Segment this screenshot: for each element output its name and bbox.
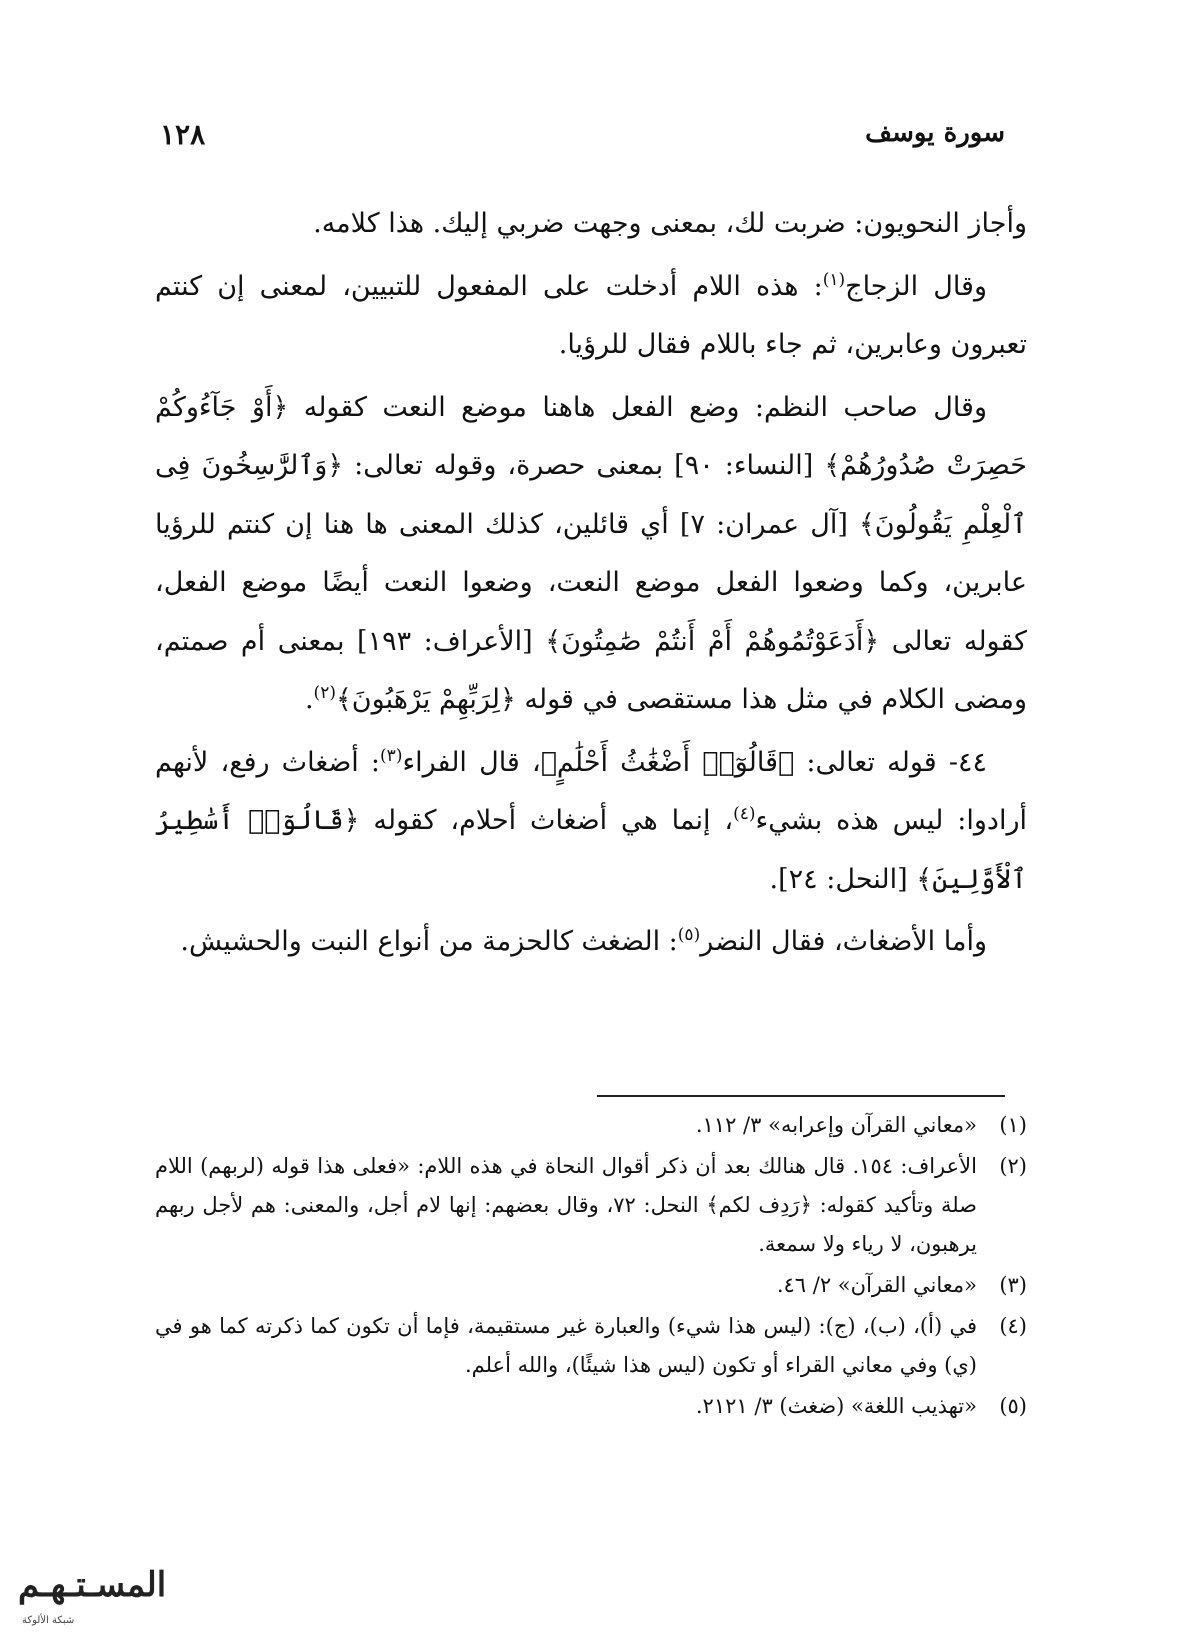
footnote-number: (٤) [999, 1314, 1027, 1338]
surah-title: سورة يوسف [865, 118, 1005, 148]
quran-verse-6: ﴿قَالُوٓا۟ أَسَٰطِيرُ ٱلْأَوَّلِينَ﴾ [155, 805, 1027, 895]
p5-text-b: : الضغث كالحزمة من أنواع النبت والحشيش. [180, 926, 678, 957]
publisher-logo [18, 1565, 167, 1635]
p3-text-d: [الأعراف: ١٩٣] بمعنى أم صمتم، ومضى الكلام في مثل هذا مستقصى في قوله [155, 625, 1027, 715]
footnote-number: (٥) [999, 1394, 1027, 1418]
footnote-number: (١) [999, 1113, 1027, 1137]
logo-subtitle: شبكة الألوكة [22, 1615, 75, 1626]
quran-verse-2: ﴿وَٱلرَّٰسِخُونَ فِى ٱلْعِلْمِ يَقُولُونَ﴾ [155, 450, 1027, 540]
p4-text-d: ، إنما هي أضغاث أحلام، كقوله [359, 805, 734, 836]
footnote-text: «تهذيب اللغة» (ضغث) ٣/ ٢١٢١. [695, 1394, 977, 1418]
paragraph-1 [155, 195, 1027, 254]
paragraph-5 [155, 913, 1027, 972]
footnote-1 [155, 1106, 1027, 1145]
p2-text-a: وقال الزجاج [845, 270, 987, 302]
quran-verse-5: ﴿قَالُوٓا۟ أَضْغَٰثُ أَحْلَٰمٍ﴾ [540, 746, 795, 778]
quran-verse-1: ﴿أَوْ جَآءُوكُمْ حَصِرَتْ صُدُورُهُمْ﴾ [155, 391, 1027, 481]
page-number: ١٢٨ [160, 118, 206, 151]
page-header [0, 118, 1185, 168]
footnote-text: في (أ)، (ب)، (ج): (ليس هذا شيء) والعبارة غير مستقيمة، فإما أن تكون كما ذكرته كما هو في (ي) وفي معاني القراء أو تكون (ليس هذا شيئًا)، والله أعلم. [155, 1314, 977, 1377]
footnote-text: «معاني القرآن وإعرابه» ٣/ ١١٢. [695, 1113, 977, 1137]
footnote-3 [155, 1266, 1027, 1305]
p3-text-c: [آل عمران: ٧] أي قائلين، كذلك المعنى ها هنا إن كنتم للرؤيا عابرين، وكما وضعوا الفعل موضع النعت، وضعوا النعت أيضًا موضع الفعل، كقوله تعالى [155, 508, 1028, 657]
footnote-5 [155, 1387, 1027, 1426]
paragraph-2 [155, 258, 1027, 375]
paragraph-3 [155, 379, 1027, 730]
quran-verse-4: ﴿لِرَبِّهِمْ يَرْهَبُونَ﴾ [335, 684, 516, 715]
p1-text: وأجاز النحويون: ضربت لك، بمعنى وجهت ضربي إليك. هذا كلامه. [313, 208, 1027, 239]
p4-text-c: : أضغاث رفع، لأنهم أرادوا: ليس هذه بشيء [155, 746, 1027, 836]
p5-text-a: وأما الأضغاث، فقال النضر [700, 926, 987, 957]
footnote-4 [155, 1307, 1027, 1385]
p4-text-e: [النحل: ٢٤]. [769, 863, 917, 895]
footnote-ref-2[interactable]: (٢) [313, 683, 336, 703]
footnote-2 [155, 1147, 1027, 1264]
p4-text-b: ، قال الفراء [402, 746, 541, 778]
footnote-divider [597, 1095, 1005, 1097]
footnote-ref-3[interactable]: (٣) [380, 745, 403, 766]
main-text [155, 195, 1027, 972]
p4-text-a: ٤٤- قوله تعالى: [794, 746, 987, 778]
p2-text-b: : هذه اللام أدخلت على المفعول للتبيين، لمعنى إن كنتم تعبرون وعابرين، ثم جاء باللام فقال للرؤيا. [155, 270, 1027, 360]
p3-text-e: . [304, 684, 314, 715]
footnote-number: (٢) [999, 1154, 1027, 1178]
p3-text-a: وقال صاحب النظم: وضع الفعل هاهنا موضع النعت كقوله [288, 391, 988, 423]
p3-text-b: [النساء: ٩٠] بمعنى حصرة، وقوله تعالى: [343, 450, 825, 481]
quran-verse-3: ﴿أَدَعَوْتُمُوهُمْ أَمْ أَنتُمْ صَٰمِتُونَ﴾ [545, 625, 880, 657]
footnotes [155, 1106, 1027, 1426]
footnote-ref-4[interactable]: (٤) [733, 804, 756, 824]
footnote-number: (٣) [999, 1273, 1027, 1297]
footnote-text: «معاني القرآن» ٢/ ٤٦. [776, 1273, 977, 1297]
footnote-text: الأعراف: ١٥٤. قال هنالك بعد أن ذكر أقوال النحاة في هذه اللام: «فعلى هذا قوله (لربهم) اللام صلة وتأكيد كقوله: ﴿رَدِف لكم﴾ النحل: ٧٢، وقال بعضهم: إنها لام أجل، والمعنى: هم لأجل ربهم يرهبون، لا رياء ولا سمعة. [155, 1154, 977, 1256]
footnote-ref-5[interactable]: (٥) [677, 925, 701, 945]
logo-mark: المسـتـهـم [18, 1565, 167, 1605]
paragraph-4 [155, 734, 1027, 910]
footnote-ref-1[interactable]: (١) [822, 269, 846, 290]
